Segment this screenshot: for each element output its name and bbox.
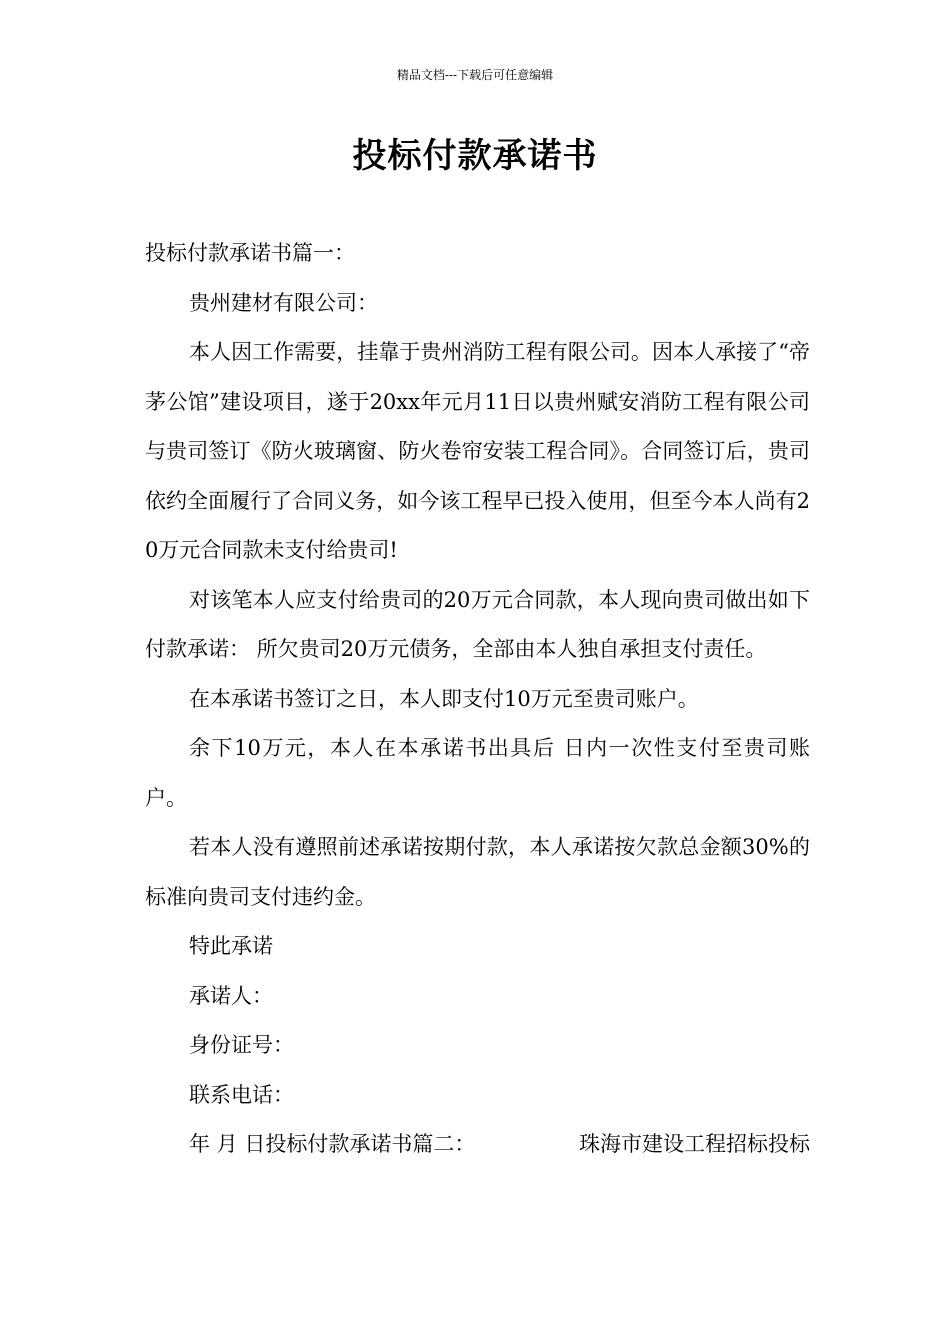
document-title: 投标付款承诺书 [352, 136, 598, 176]
paragraph-1: 本人因工作需要，挂靠于贵州消防工程有限公司。因本人承接了“帝茅公馆”建设项目，遂于20xx年元月11日以贵州赋安消防工程有限公司与贵司签订《防火玻璃窗、防火卷帘安装工程合同》。合同签订后，贵司依约全面履行了合同义务，如今该工程早已投入使用，但至今本人尚有20万元合同款未支付给贵司! [145, 340, 810, 562]
paragraph-4: 余下10万元，本人在本承诺书出具后 日内一次性支付至贵司账户。 [145, 736, 810, 810]
final-line [145, 1120, 810, 1170]
section-heading: 投标付款承诺书篇一： [145, 241, 355, 265]
final-line-right: 珠海市建设工程招标投标 [579, 1132, 810, 1156]
final-line-left: 年 月 日投标付款承诺书篇二： [189, 1132, 476, 1156]
paragraph-2: 对该笔本人应支付给贵司的20万元合同款，本人现向贵司做出如下付款承诺： 所欠贵司20万元债务，全部由本人独自承担支付责任。 [145, 587, 810, 661]
paragraph-3: 在本承诺书签订之日，本人即支付10万元至贵司账户。 [189, 686, 699, 711]
phone-field: 联系电话： [189, 1082, 294, 1107]
promisor-field: 承诺人： [189, 983, 273, 1008]
id-number-field: 身份证号： [189, 1033, 294, 1057]
paragraph-5: 若本人没有遵照前述承诺按期付款，本人承诺按欠款总金额30%的标准向贵司支付违约金。 [145, 835, 810, 909]
header-note: 精品文档---下载后可任意编辑 [396, 68, 554, 82]
document-body [145, 229, 810, 1170]
addressee: 贵州建材有限公司： [189, 290, 378, 315]
closing-statement: 特此承诺 [189, 934, 273, 958]
